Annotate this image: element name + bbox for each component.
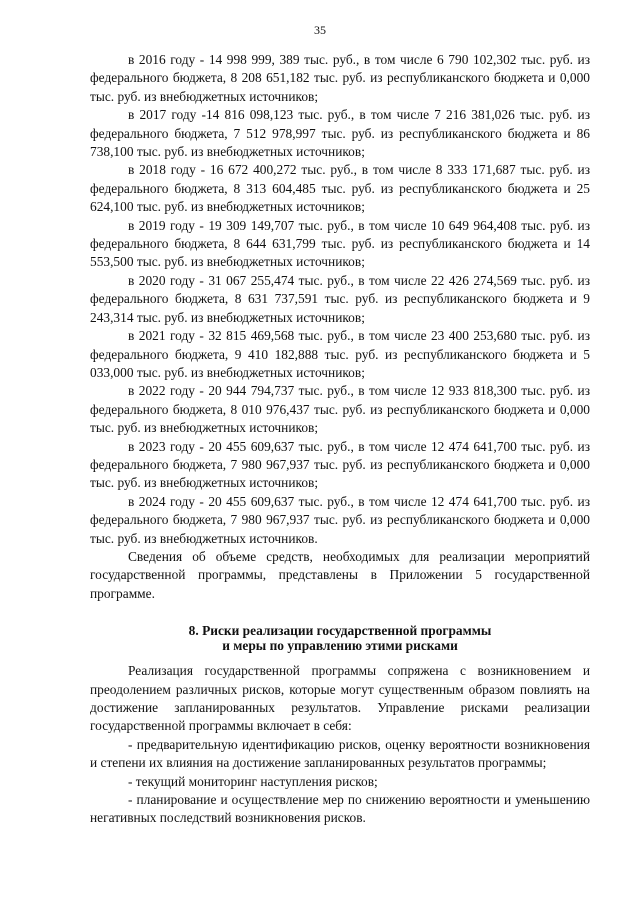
funding-paragraph-2023: в 2023 году - 20 455 609,637 тыс. руб., в том числе 12 474 641,700 тыс. руб. из федерального бюджета, 7 980 967,937 тыс. руб. из республиканского бюджета и 0,000 тыс. руб. из внебюджетных источников; (90, 438, 590, 491)
page-number: 35 (314, 23, 326, 37)
funding-paragraph-2020: в 2020 году - 31 067 255,474 тыс. руб., в том числе 22 426 274,569 тыс. руб. из федерального бюджета, 8 631 737,591 тыс. руб. из республиканского бюджета и 9 243,314 тыс. руб. из внебюджетных источников; (90, 272, 590, 325)
risk-list-item-identification: - предварительную идентификацию рисков, оценку вероятности возникновения и степени их влияния на достижение запланированных результатов программы; (90, 736, 590, 771)
risk-list-item-monitoring: - текущий мониторинг наступления рисков; (128, 773, 378, 789)
funding-paragraph-2017: в 2017 году -14 816 098,123 тыс. руб., в том числе 7 216 381,026 тыс. руб. из федерального бюджета, 7 512 978,997 тыс. руб. из республиканского бюджета и 86 738,100 тыс. руб. из внебюджетных источников; (90, 107, 590, 160)
funding-paragraph-2021: в 2021 году - 32 815 469,568 тыс. руб., в том числе 23 400 253,680 тыс. руб. из федерального бюджета, 9 410 182,888 тыс. руб. из республиканского бюджета и 5 033,000 тыс. руб. из внебюджетных источников; (90, 328, 590, 380)
funding-paragraph-2024: в 2024 году - 20 455 609,637 тыс. руб., в том числе 12 474 641,700 тыс. руб. из федерального бюджета, 7 980 967,937 тыс. руб. из республиканского бюджета и 0,000 тыс. руб. из внебюджетных источников. (90, 493, 590, 546)
risk-intro-paragraph: Реализация государственной программы сопряжена с возникновением и преодолением различных рисков, которые могут существенным образом повлиять на достижение запланированных результатов. Управление рисками реализации государственной программы включает в себя: (90, 663, 590, 734)
funding-paragraph-2019: в 2019 году - 19 309 149,707 тыс. руб., в том числе 10 649 964,408 тыс. руб. из федерального бюджета, 8 644 631,799 тыс. руб. из республиканского бюджета и 14 553,500 тыс. руб. из внебюджетных источников; (90, 217, 590, 270)
section-heading-line-2: и меры по управлению этими рисками (222, 638, 458, 654)
summary-paragraph: Сведения об объеме средств, необходимых для реализации мероприятий государственной программы, представлены в Приложении 5 государственной программе. (90, 548, 590, 601)
section-heading (90, 623, 590, 653)
funding-paragraph-2018: в 2018 году - 16 672 400,272 тыс. руб., в том числе 8 333 171,687 тыс. руб. из федерального бюджета, 8 313 604,485 тыс. руб. из республиканского бюджета и 25 624,100 тыс. руб. из внебюджетных источников; (90, 162, 590, 215)
page-content (90, 51, 590, 828)
section-heading-line-1: 8. Риски реализации государственной программы (188, 623, 492, 639)
funding-paragraph-2016: в 2016 году - 14 998 999, 389 тыс. руб., в том числе 6 790 102,302 тыс. руб. из федерального бюджета, 8 208 651,182 тыс. руб. из республиканского бюджета и 0,000 тыс. руб. из внебюджетных источников; (90, 52, 590, 104)
funding-paragraph-2022: в 2022 году - 20 944 794,737 тыс. руб., в том числе 12 933 818,300 тыс. руб. из федерального бюджета, 8 010 976,437 тыс. руб. из республиканского бюджета и 0,000 тыс. руб. из внебюджетных источников; (90, 383, 590, 436)
risk-list-item-mitigation: - планирование и осуществление мер по снижению вероятности и уменьшению негативных последствий возникновения рисков. (90, 792, 590, 826)
